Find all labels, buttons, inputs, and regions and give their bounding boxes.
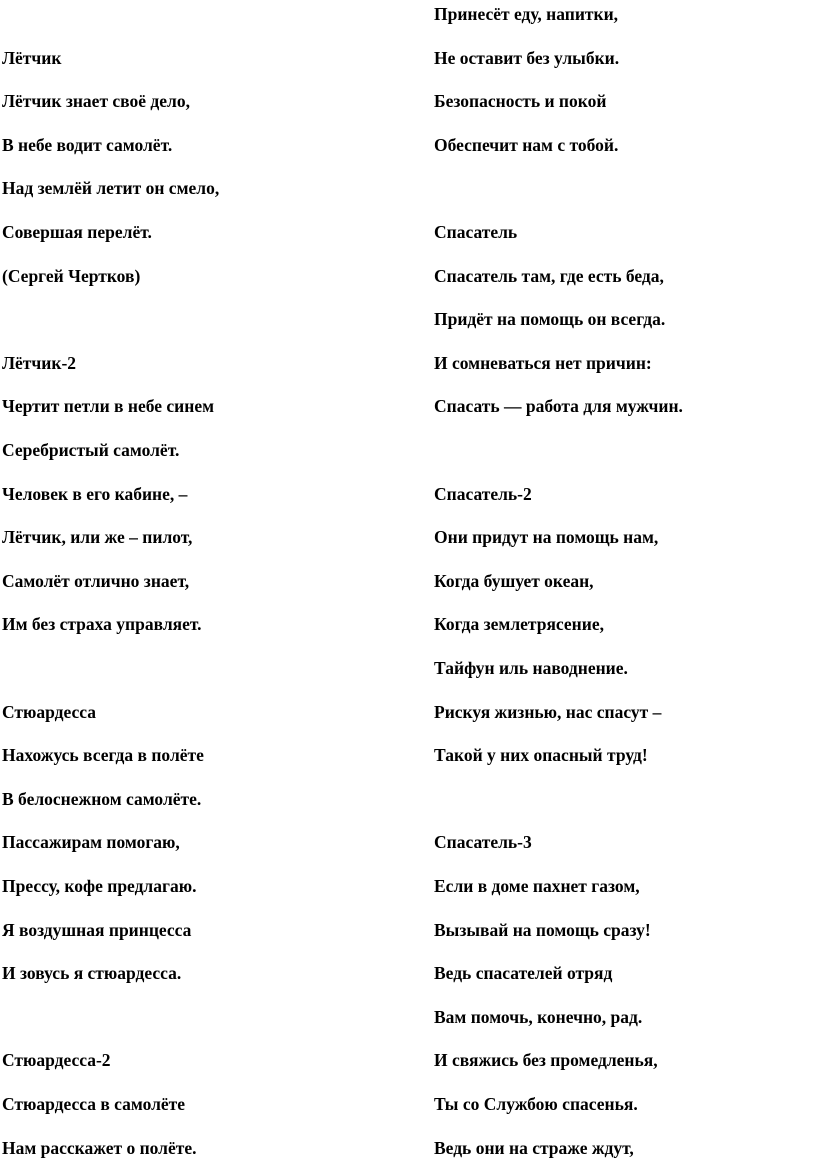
left-line-13: Самолёт отлично знает, — [2, 570, 190, 591]
left-line-3: В небе водит самолёт. — [2, 134, 173, 155]
right-line-9: Спасать — работа для мужчин. — [434, 396, 683, 417]
right-line-24: И свяжись без промедленья, — [434, 1050, 658, 1071]
right-line-22: Ведь спасателей отряд — [434, 963, 613, 984]
left-line-21: Я воздушная принцесса — [2, 919, 192, 940]
left-line-22: И зовусь я стюардесса. — [2, 963, 182, 984]
right-line-1: Не оставит без улыбки. — [434, 47, 620, 68]
right-line-2: Безопасность и покой — [434, 91, 607, 112]
left-line-26: Нам расскажет о полёте. — [2, 1137, 197, 1158]
left-line-24: Стюардесса-2 — [2, 1050, 111, 1071]
right-line-17: Такой у них опасный труд! — [434, 745, 648, 766]
right-line-16: Рискуя жизнью, нас спасут – — [434, 701, 662, 722]
left-line-19: Пассажирам помогаю, — [2, 832, 180, 853]
right-line-7: Придёт на помощь он всегда. — [434, 309, 666, 330]
left-line-9: Чертит петли в небе синем — [2, 396, 215, 417]
left-line-11: Человек в его кабине, – — [2, 483, 188, 504]
left-line-8: Лётчик-2 — [2, 352, 77, 373]
left-line-25: Стюардесса в самолёте — [2, 1094, 186, 1114]
left-line-12: Лётчик, или же – пилот, — [2, 527, 193, 548]
left-line-6: (Сергей Чертков) — [2, 265, 141, 286]
right-line-15: Тайфун иль наводнение. — [434, 658, 628, 678]
right-line-5: Спасатель — [434, 222, 518, 242]
right-line-11: Спасатель-2 — [434, 483, 532, 504]
right-line-21: Вызывай на помощь сразу! — [434, 919, 651, 940]
right-line-12: Они придут на помощь нам, — [434, 527, 659, 548]
right-line-14: Когда землетрясение, — [434, 614, 604, 635]
left-line-4: Над землёй летит он смело, — [2, 178, 220, 199]
right-line-19: Спасатель-3 — [434, 832, 532, 853]
right-line-26: Ведь они на страже ждут, — [434, 1137, 634, 1158]
right-line-23: Вам помочь, конечно, рад. — [434, 1006, 643, 1027]
right-line-20: Если в доме пахнет газом, — [434, 876, 640, 896]
right-line-25: Ты со Службою спасенья. — [434, 1094, 638, 1114]
right-line-6: Спасатель там, где есть беда, — [434, 265, 664, 286]
left-line-2: Лётчик знает своё дело, — [2, 91, 190, 112]
left-line-10: Серебристый самолёт. — [2, 440, 180, 460]
right-line-0: Принесёт еду, напитки, — [434, 4, 619, 24]
left-line-1: Лётчик — [2, 47, 62, 68]
left-line-20: Прессу, кофе предлагаю. — [2, 876, 197, 896]
left-line-14: Им без страха управляет. — [2, 614, 202, 635]
right-line-8: И сомневаться нет причин: — [434, 352, 652, 373]
left-line-18: В белоснежном самолёте. — [2, 788, 202, 809]
right-line-3: Обеспечит нам с тобой. — [434, 134, 619, 155]
left-line-16: Стюардесса — [2, 701, 96, 722]
left-line-17: Нахожусь всегда в полёте — [2, 745, 204, 766]
right-line-13: Когда бушует океан, — [434, 570, 594, 591]
left-line-5: Совершая перелёт. — [2, 222, 152, 242]
